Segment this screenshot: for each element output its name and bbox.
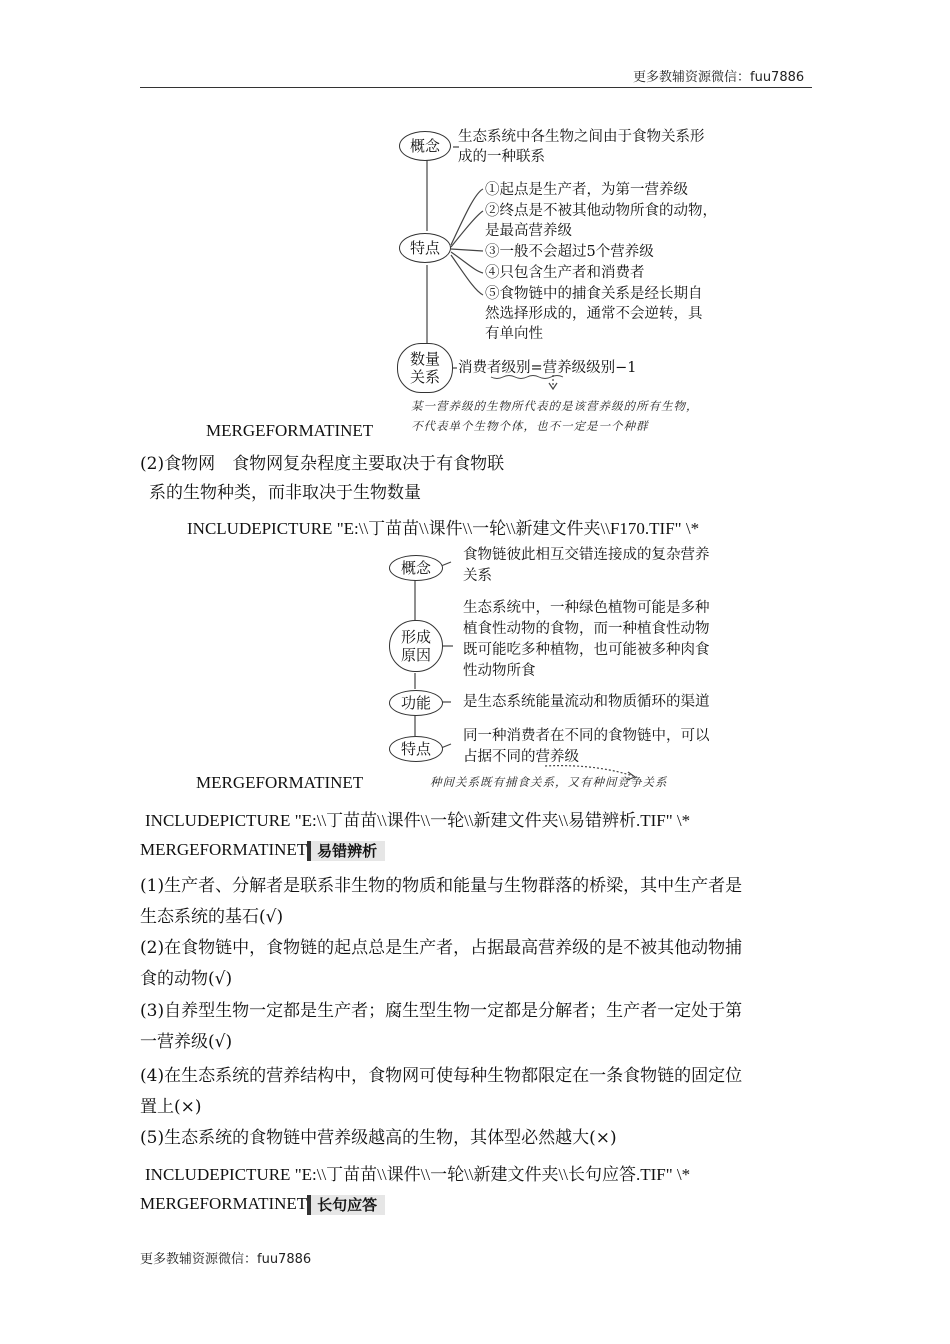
include-picture-2: INCLUDEPICTURE "E:\\丁苗苗\\课件\\一轮\\新建文件夹\\易错辨析.TIF" \* [145, 811, 691, 830]
feature-item-4: ④只包含生产者和消费者 [485, 265, 645, 281]
web-concept-line2: 关系 [463, 568, 492, 584]
statement-1-line2: 生态系统的基石(√) [140, 907, 284, 927]
field-code-3: MERGEFORMATINET [140, 840, 308, 859]
statement-4-line2: 置上(×) [140, 1097, 202, 1117]
feature-item-5b: 然选择形成的，通常不会逆转，具 [485, 306, 703, 322]
statement-2-line2: 食的动物(√) [140, 969, 233, 989]
statement-1-line1: (1)生产者、分解者是联系非生物的物质和能量与生物群落的桥梁，其中生产者是 [140, 876, 743, 896]
web-cause-line1: 生态系统中，一种绿色植物可能是多种 [463, 600, 710, 616]
section-heading-row-2 [140, 1194, 385, 1215]
section-heading-row-1 [140, 840, 385, 861]
feature-item-5: ⑤食物链中的捕食关系是经长期自 [485, 286, 703, 302]
feature-item-5c: 有单向性 [485, 326, 543, 342]
statement-5: (5)生态系统的食物链中营养级越高的生物，其体型必然越大(×) [140, 1128, 617, 1148]
include-picture-1: INCLUDEPICTURE "E:\\丁苗苗\\课件\\一轮\\新建文件夹\\F170.TIF" \* [187, 519, 700, 538]
quantity-node-line2: 关系 [409, 368, 440, 386]
web-cause-line3: 既可能吃多种植物，也可能被多种肉食 [463, 642, 710, 658]
section-banner-error-analysis: 易错辨析 [307, 841, 385, 861]
concept-node: 概念 [399, 131, 451, 161]
handwritten-note-line1: 某一营养级的生物所代表的是该营养级的所有生物， [411, 399, 699, 413]
field-code-2: MERGEFORMATINET [196, 773, 364, 792]
web-feature-line2: 占据不同的营养级 [463, 749, 579, 765]
statement-4-line1: (4)在生态系统的营养结构中，食物网可使每种生物都限定在一条食物链的固定位 [140, 1066, 743, 1086]
quantity-node [397, 343, 453, 393]
quantity-text: 消费者级别=营养级级别−1 [458, 360, 637, 376]
statement-3-line2: 一营养级(√) [140, 1032, 233, 1052]
web-feature-line1: 同一种消费者在不同的食物链中，可以 [463, 728, 710, 744]
web-cause-line2: 植食性动物的食物，而一种植食性动物 [463, 621, 710, 637]
page-footer: 更多教辅资源微信：fuu7886 [140, 1252, 312, 1267]
feature-item-2: ②终点是不被其他动物所食的动物， [485, 203, 717, 219]
web-cause-node [389, 620, 443, 672]
feature-node: 特点 [399, 233, 451, 263]
statement-2-line1: (2)在食物链中，食物链的起点总是生产者，占据最高营养级的是不被其他动物捕 [140, 938, 743, 958]
feature-item-3: ③一般不会超过5个营养级 [485, 244, 654, 260]
feature-item-1: ①起点是生产者，为第一营养级 [485, 182, 688, 198]
web-cause-node-line1: 形成 [400, 628, 431, 646]
statement-3-line1: (3)自养型生物一定都是生产者；腐生型生物一定都是分解者；生产者一定处于第 [140, 1001, 743, 1021]
food-web-paragraph-line1: (2)食物网 食物网复杂程度主要取决于有食物联 [140, 454, 505, 474]
food-web-paragraph-line2: 系的生物种类，而非取决于生物数量 [149, 483, 421, 503]
quantity-node-line1: 数量 [409, 350, 440, 368]
field-code-4: MERGEFORMATINET [140, 1194, 308, 1213]
web-cause-node-line2: 原因 [400, 646, 431, 664]
web-concept-line1: 食物链彼此相互交错连接成的复杂营养 [463, 547, 710, 563]
web-feature-node: 特点 [389, 736, 443, 762]
page-header: 更多教辅资源微信：fuu7886 [633, 70, 805, 85]
web-cause-line4: 性动物所食 [463, 663, 536, 679]
field-code-1: MERGEFORMATINET [206, 421, 374, 440]
include-picture-3: INCLUDEPICTURE "E:\\丁苗苗\\课件\\一轮\\新建文件夹\\长句应答.TIF" \* [145, 1165, 691, 1184]
concept-text-line2: 成的一种联系 [458, 149, 545, 165]
handwritten-note-line2: 不代表单个生物个体，也不一定是一个种群 [411, 419, 649, 433]
header-rule [140, 87, 812, 88]
web-handwritten-note: 种间关系既有捕食关系，又有种间竞争关系 [430, 775, 668, 789]
section-banner-long-answer: 长句应答 [307, 1195, 385, 1215]
feature-item-2b: 是最高营养级 [485, 223, 572, 239]
web-concept-node: 概念 [389, 555, 443, 581]
web-function-text: 是生态系统能量流动和物质循环的渠道 [463, 694, 710, 710]
web-function-node: 功能 [389, 690, 443, 716]
concept-text-line1: 生态系统中各生物之间由于食物关系形 [458, 129, 705, 145]
